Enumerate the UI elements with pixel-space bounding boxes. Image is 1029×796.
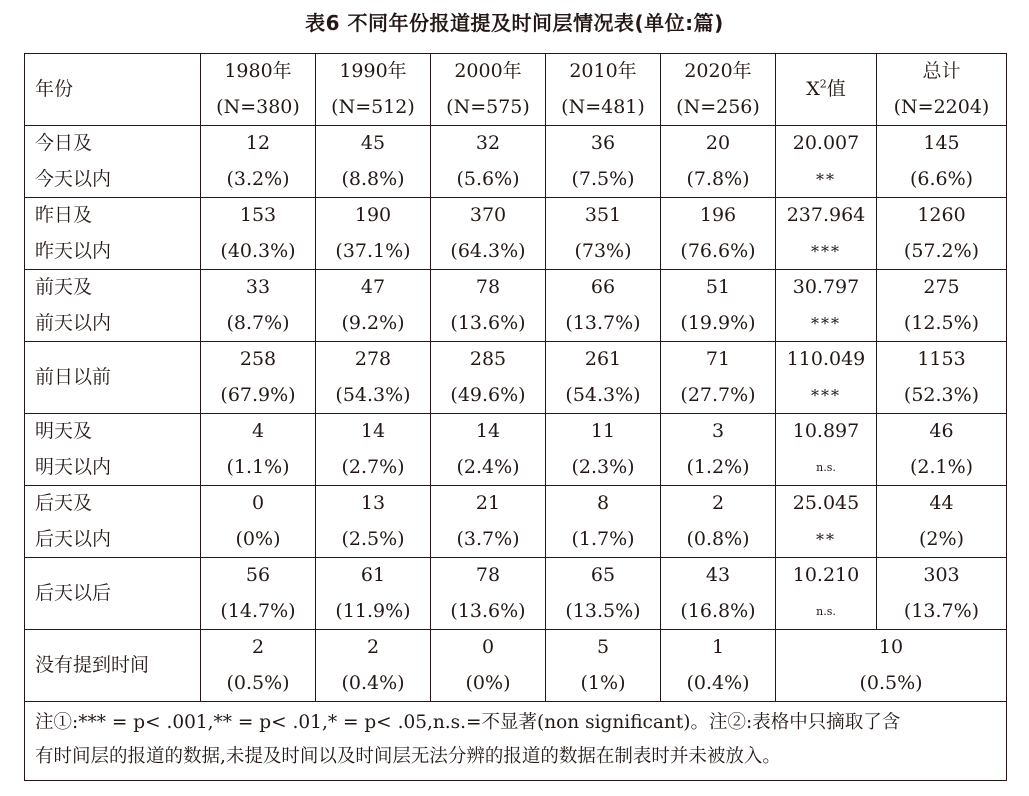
significance-marker: n.s. xyxy=(816,460,836,474)
table-cell: 285 (49.6%) xyxy=(431,342,546,414)
table-cell: 1 (0.4%) xyxy=(661,630,776,702)
table-cell: 2 (0.5%) xyxy=(201,630,316,702)
table-cell: 8 (1.7%) xyxy=(546,486,661,558)
table-row xyxy=(25,126,1007,198)
chi-square-cell: 10.210 n.s. xyxy=(776,558,877,630)
col-header: 1990年 (N=512) xyxy=(316,54,431,126)
row-label: 明天及 明天以内 xyxy=(25,414,201,486)
total-cell: 1153 (52.3%) xyxy=(877,342,1007,414)
table-note: 注①:*** = p< .001,** = p< .01,* = p< .05,n.s.=不显著(non significant)。注②:表格中只摘取了含 有时间层的报道的数据,未提及时间以及时间层无法分辨的报道的数据在制表时并未被放入。 xyxy=(25,702,1007,781)
total-cell: 1260 (57.2%) xyxy=(877,198,1007,270)
chi-square-cell: 20.007 ** xyxy=(776,126,877,198)
total-cell: 44 (2%) xyxy=(877,486,1007,558)
table-cell: 351 (73%) xyxy=(546,198,661,270)
table-cell: 0 (0%) xyxy=(431,630,546,702)
year-header-label: 年份 xyxy=(25,54,201,126)
col-header: 1980年 (N=380) xyxy=(201,54,316,126)
table-cell: 71 (27.7%) xyxy=(661,342,776,414)
significance-marker: ** xyxy=(816,529,836,549)
chi-square-cell: 25.045 ** xyxy=(776,486,877,558)
table-note-row xyxy=(25,702,1007,781)
total-cell: 46 (2.1%) xyxy=(877,414,1007,486)
row-label: 前日以前 xyxy=(25,342,201,414)
table-cell: 3 (1.2%) xyxy=(661,414,776,486)
table-cell: 65 (13.5%) xyxy=(546,558,661,630)
col-header: 2020年 (N=256) xyxy=(661,54,776,126)
table-cell: 21 (3.7%) xyxy=(431,486,546,558)
table-cell: 261 (54.3%) xyxy=(546,342,661,414)
table-cell: 78 (13.6%) xyxy=(431,558,546,630)
row-label: 后天以后 xyxy=(25,558,201,630)
significance-marker: *** xyxy=(811,385,841,405)
chi-square-cell: 30.797 *** xyxy=(776,270,877,342)
col-header: 2010年 (N=481) xyxy=(546,54,661,126)
table-row xyxy=(25,558,1007,630)
table-cell: 0 (0%) xyxy=(201,486,316,558)
table-cell: 43 (16.8%) xyxy=(661,558,776,630)
table-title: 表6 不同年份报道提及时间层情况表(单位:篇) xyxy=(305,11,724,35)
table-cell: 2 (0.8%) xyxy=(661,486,776,558)
table-cell: 153 (40.3%) xyxy=(201,198,316,270)
significance-marker: *** xyxy=(811,313,841,333)
row-label: 没有提到时间 xyxy=(25,630,201,702)
table-cell: 32 (5.6%) xyxy=(431,126,546,198)
row-label: 后天及 后天以内 xyxy=(25,486,201,558)
header-row xyxy=(25,54,1007,126)
total-header: 总计 (N=2204) xyxy=(877,54,1007,126)
table-cell: 78 (13.6%) xyxy=(431,270,546,342)
table-cell: 51 (19.9%) xyxy=(661,270,776,342)
table-cell: 4 (1.1%) xyxy=(201,414,316,486)
chi-square-cell: 237.964 *** xyxy=(776,198,877,270)
chi-square-cell: 110.049 *** xyxy=(776,342,877,414)
table-cell: 278 (54.3%) xyxy=(316,342,431,414)
table-cell: 2 (0.4%) xyxy=(316,630,431,702)
table-row xyxy=(25,342,1007,414)
table-cell: 20 (7.8%) xyxy=(661,126,776,198)
table-row-no-time xyxy=(25,630,1007,702)
table-cell: 5 (1%) xyxy=(546,630,661,702)
col-header: 2000年 (N=575) xyxy=(431,54,546,126)
table-cell: 370 (64.3%) xyxy=(431,198,546,270)
table-row xyxy=(25,270,1007,342)
total-cell: 303 (13.7%) xyxy=(877,558,1007,630)
table-cell: 45 (8.8%) xyxy=(316,126,431,198)
table-cell: 36 (7.5%) xyxy=(546,126,661,198)
table-cell: 190 (37.1%) xyxy=(316,198,431,270)
row-label: 昨日及 昨天以内 xyxy=(25,198,201,270)
merged-total-cell: 10 (0.5%) xyxy=(776,630,1007,702)
table-cell: 66 (13.7%) xyxy=(546,270,661,342)
table-cell: 13 (2.5%) xyxy=(316,486,431,558)
table-cell: 33 (8.7%) xyxy=(201,270,316,342)
table-cell: 56 (14.7%) xyxy=(201,558,316,630)
table-row xyxy=(25,198,1007,270)
table-cell: 47 (9.2%) xyxy=(316,270,431,342)
row-label: 前天及 前天以内 xyxy=(25,270,201,342)
table-row xyxy=(25,486,1007,558)
time-layer-table xyxy=(24,53,1007,781)
table-cell: 11 (2.3%) xyxy=(546,414,661,486)
table-cell: 196 (76.6%) xyxy=(661,198,776,270)
table-cell: 14 (2.7%) xyxy=(316,414,431,486)
total-cell: 145 (6.6%) xyxy=(877,126,1007,198)
table-cell: 61 (11.9%) xyxy=(316,558,431,630)
chi-square-header: $X^2$值 xyxy=(776,54,877,126)
significance-marker: *** xyxy=(811,241,841,261)
table-row xyxy=(25,414,1007,486)
row-label: 今日及 今天以内 xyxy=(25,126,201,198)
table-cell: 258 (67.9%) xyxy=(201,342,316,414)
significance-marker: ** xyxy=(816,169,836,189)
total-cell: 275 (12.5%) xyxy=(877,270,1007,342)
table-cell: 14 (2.4%) xyxy=(431,414,546,486)
chi-square-cell: 10.897 n.s. xyxy=(776,414,877,486)
significance-marker: n.s. xyxy=(816,604,836,618)
table-cell: 12 (3.2%) xyxy=(201,126,316,198)
